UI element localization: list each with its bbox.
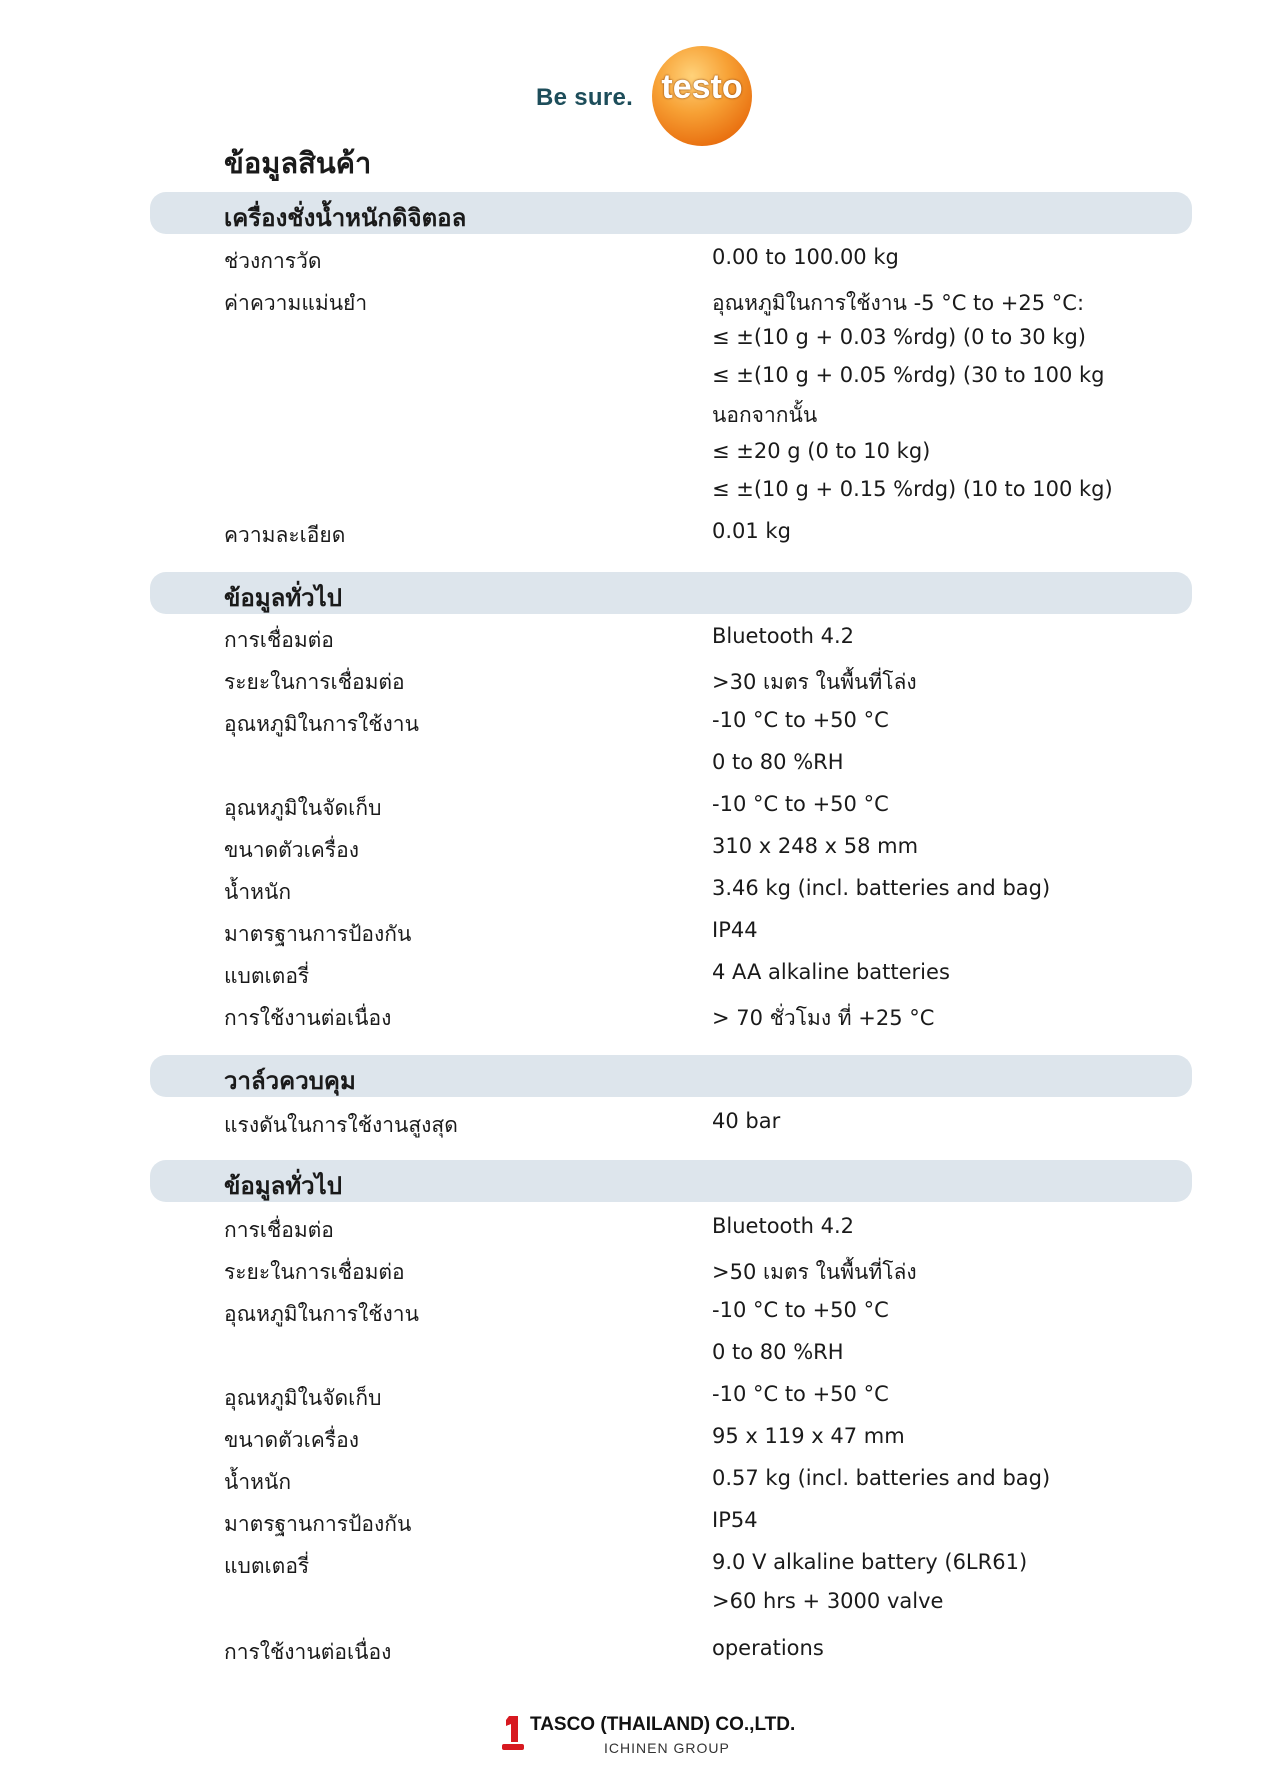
spec-label: อุณหภูมิในจัดเก็บ (224, 796, 382, 820)
spec-label: ขนาดตัวเครื่อง (224, 838, 359, 862)
spec-label: ค่าความแม่นยำ (224, 291, 368, 315)
page-title: ข้อมูลสินค้า (224, 146, 372, 180)
spec-label: ความละเอียด (224, 523, 346, 547)
spec-value: -10 °C to +50 °C (712, 1298, 889, 1322)
section-header-valve (150, 1055, 1192, 1097)
spec-value: 0.01 kg (712, 519, 791, 543)
spec-value: ≤ ±(10 g + 0.03 %rdg) (0 to 30 kg) (712, 325, 1086, 349)
section-header-general-1 (150, 572, 1192, 614)
spec-value: -10 °C to +50 °C (712, 1382, 889, 1406)
testo-logo (652, 46, 752, 146)
spec-value: 9.0 V alkaline battery (6LR61) (712, 1550, 1028, 1574)
spec-row-resolution (0, 519, 1276, 553)
spec-value: ≤ ±20 g (0 to 10 kg) (712, 439, 931, 463)
page-footer (0, 1712, 1276, 1762)
spec-value: 3.46 kg (incl. batteries and bag) (712, 876, 1051, 900)
section-header-scale (150, 192, 1192, 234)
brand-name: testo (661, 68, 743, 106)
spec-value: นอกจากนั้น (712, 403, 818, 427)
spec-row (0, 624, 1276, 658)
spec-label: อุณหภูมิในการใช้งาน (224, 1302, 419, 1326)
spec-value: 40 bar (712, 1109, 781, 1133)
spec-label: การใช้งานต่อเนื่อง (224, 1006, 392, 1030)
spec-value: 0.57 kg (incl. batteries and bag) (712, 1466, 1051, 1490)
spec-label: ระยะในการเชื่อมต่อ (224, 1260, 405, 1284)
spec-row-continued (0, 1340, 1276, 1374)
spec-label: แบตเตอรี่ (224, 964, 310, 988)
spec-value: -10 °C to +50 °C (712, 708, 889, 732)
spec-row (0, 1636, 1276, 1670)
brand-tagline: Be sure. (536, 84, 634, 111)
spec-value: 0 to 80 %RH (712, 1340, 844, 1364)
spec-label: แบตเตอรี่ (224, 1554, 310, 1578)
tasco-logo-icon (500, 1714, 526, 1752)
spec-label: น้ำหนัก (224, 880, 292, 904)
spec-row (0, 960, 1276, 994)
spec-row (0, 876, 1276, 910)
spec-value: 95 x 119 x 47 mm (712, 1424, 905, 1448)
spec-row (0, 1002, 1276, 1036)
spec-value: ≤ ±(10 g + 0.05 %rdg) (30 to 100 kg (712, 363, 1105, 387)
spec-row (0, 1466, 1276, 1500)
spec-row (0, 1550, 1276, 1584)
spec-value: Bluetooth 4.2 (712, 1214, 855, 1238)
spec-row-accuracy-line (0, 363, 1276, 397)
spec-value: operations (712, 1636, 824, 1660)
spec-row (0, 1382, 1276, 1416)
spec-label: อุณหภูมิในจัดเก็บ (224, 1386, 382, 1410)
spec-label: ขนาดตัวเครื่อง (224, 1428, 359, 1452)
spec-label: น้ำหนัก (224, 1470, 292, 1494)
spec-row (0, 666, 1276, 700)
spec-row-accuracy-line (0, 439, 1276, 473)
spec-row (0, 918, 1276, 952)
spec-value: > 70 ชั่วโมง ที่ +25 °C (712, 1006, 935, 1030)
spec-label: การใช้งานต่อเนื่อง (224, 1640, 392, 1664)
spec-value: 310 x 248 x 58 mm (712, 834, 919, 858)
spec-label: อุณหภูมิในการใช้งาน (224, 712, 419, 736)
page-header (0, 44, 1276, 154)
spec-value: Bluetooth 4.2 (712, 624, 855, 648)
spec-label: ช่วงการวัด (224, 249, 322, 273)
spec-value: 0.00 to 100.00 kg (712, 245, 899, 269)
spec-label: การเชื่อมต่อ (224, 628, 334, 652)
section-header-general-2 (150, 1160, 1192, 1202)
spec-label: ระยะในการเชื่อมต่อ (224, 670, 405, 694)
spec-value: 4 AA alkaline batteries (712, 960, 950, 984)
spec-row-accuracy-line (0, 399, 1276, 433)
spec-row (0, 708, 1276, 742)
spec-value: >50 เมตร ในพื้นที่โล่ง (712, 1260, 917, 1284)
spec-row (0, 1256, 1276, 1290)
spec-row-continued (0, 750, 1276, 784)
section-title: ข้อมูลทั่วไป (224, 1172, 342, 1200)
spec-row (0, 1508, 1276, 1542)
spec-value: 0 to 80 %RH (712, 750, 844, 774)
spec-value: ≤ ±(10 g + 0.15 %rdg) (10 to 100 kg) (712, 477, 1113, 501)
spec-row (0, 1214, 1276, 1248)
spec-value: >30 เมตร ในพื้นที่โล่ง (712, 670, 917, 694)
company-name: TASCO (THAILAND) CO.,LTD. (530, 1714, 796, 1735)
spec-label: มาตรฐานการป้องกัน (224, 922, 412, 946)
section-title: เครื่องชั่งน้ำหนักดิจิตอล (224, 204, 467, 232)
spec-row-range (0, 245, 1276, 279)
spec-row (0, 1298, 1276, 1332)
spec-label: การเชื่อมต่อ (224, 1218, 334, 1242)
spec-row-accuracy (0, 287, 1276, 321)
spec-row-continued (0, 1589, 1276, 1623)
spec-label: แรงดันในการใช้งานสูงสุด (224, 1113, 458, 1137)
spec-value: อุณหภูมิในการใช้งาน -5 °C to +25 °C: (712, 291, 1085, 315)
spec-row (0, 1109, 1276, 1143)
spec-value: >60 hrs + 3000 valve (712, 1589, 944, 1613)
spec-row-accuracy-line (0, 325, 1276, 359)
section-title: วาล์วควบคุม (224, 1067, 356, 1095)
company-group: ICHINEN GROUP (604, 1740, 730, 1756)
section-title: ข้อมูลทั่วไป (224, 584, 342, 612)
spec-value: IP54 (712, 1508, 758, 1532)
spec-label: มาตรฐานการป้องกัน (224, 1512, 412, 1536)
spec-row (0, 792, 1276, 826)
spec-row (0, 1424, 1276, 1458)
spec-row (0, 834, 1276, 868)
spec-value: -10 °C to +50 °C (712, 792, 889, 816)
spec-value: IP44 (712, 918, 758, 942)
spec-row-accuracy-line (0, 477, 1276, 511)
